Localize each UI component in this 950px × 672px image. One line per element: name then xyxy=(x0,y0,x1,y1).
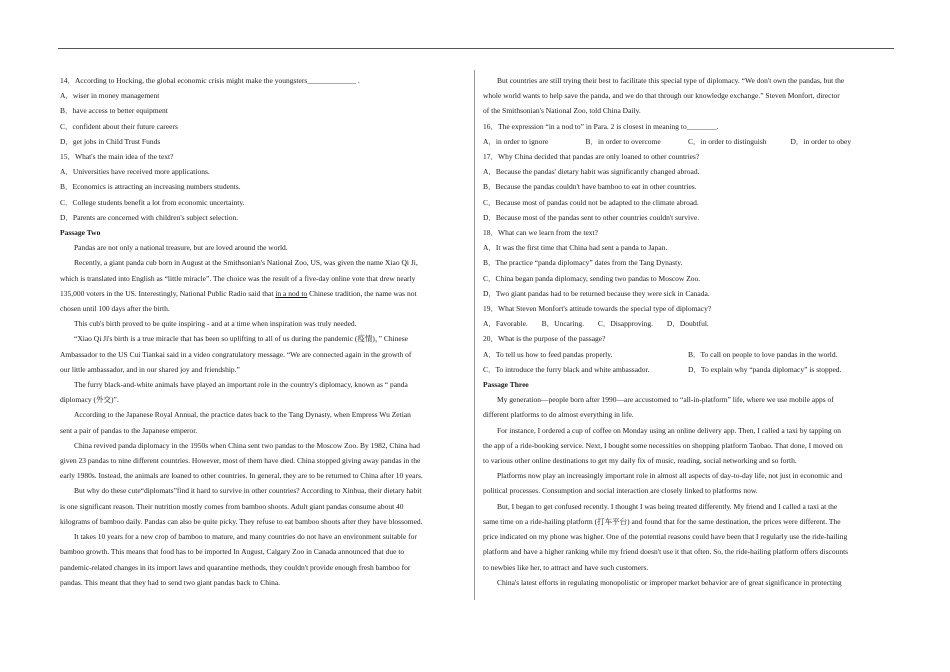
right-column xyxy=(483,73,893,590)
p2-para-2-line-3-b: Chinese tradition, the name was not xyxy=(307,288,417,298)
p2-para-1: Pandas are not only a national treasure, but are loved around the world. xyxy=(74,243,288,253)
p2-para-7-line-3: early 1980s. Instead, the animals are loaned to other countries. In general, they are to be returned to China after 10 years. xyxy=(60,471,423,481)
q15-option-a: A．Universities have received more applications. xyxy=(60,167,210,177)
q16-option-c: C．in order to distinguish xyxy=(688,136,767,146)
p2-para-2-line-3 xyxy=(60,286,468,301)
p3-para-2-line-1: For instance, I ordered a cup of coffee on Monday using an online delivery app. Then, I called a taxi by tapping on xyxy=(497,425,841,435)
p2-para-6-line-2: sent a pair of pandas to the Japanese emperor. xyxy=(60,425,198,435)
p3-para-4-line-3: price indicated on my phone was higher. One of the potential reasons could have been that I regularly use the ride-hailing xyxy=(483,532,848,542)
q18-option-b: B．The practice “panda diplomacy” dates from the Tang Dynasty. xyxy=(483,258,683,268)
p2-para-3: This cub's birth proved to be quite inspiring - and at a time when inspiration was truly needed. xyxy=(74,319,357,329)
q19-options xyxy=(483,316,893,331)
p3-para-4-line-2: same time on a ride-hailing platform (打车平台) and found that for the same destination, the prices were different. The xyxy=(483,516,841,526)
p2-para-9-line-3: pandemic-related changes in its import laws and quarantine methods, they couldn't provide enough fresh bamboo for xyxy=(60,562,411,572)
p2-para-2-line-3-a: 135,000 voters in the US. Interestingly, National Public Radio said that xyxy=(60,288,276,298)
p2-para-10-line-2: whole world wants to help save the panda, and we do that through our knowledge exchange.” Steven Monfort, director xyxy=(483,91,840,101)
q14-option-a: A．wiser in money management xyxy=(60,91,160,101)
q19-stem: 19．What Steven Monfort's attitude towards the special type of diplomacy? xyxy=(483,304,712,314)
q15-stem: 15．What's the main idea of the text? xyxy=(60,152,174,162)
p2-para-4-line-1: “Xiao Qi Ji's birth is a true miracle that has been so uplifting to all of us during the pandemic (疫情)，” Chinese xyxy=(74,334,408,344)
q20-option-b: B．To call on people to love pandas in the world. xyxy=(688,349,838,359)
q20-stem: 20．What is the purpose of the passage? xyxy=(483,334,606,344)
q16-option-b: B．in order to overcome xyxy=(585,136,661,146)
p3-para-4-line-4: platform and have a higher ranking while my friend doesn't use it that often. So, the ride-hailing platform offers discounts xyxy=(483,547,849,557)
q16-option-a: A．in order to ignore xyxy=(483,136,549,146)
passage-three-heading: Passage Three xyxy=(483,380,529,390)
passage-two-heading: Passage Two xyxy=(60,228,101,238)
q17-option-d: D．Because most of the pandas sent to other countries couldn't survive. xyxy=(483,212,700,222)
p2-para-5-line-1: The furry black-and-white animals have played an important role in the country's diplomacy, known as “ panda xyxy=(74,380,408,390)
p3-para-4-line-5: to newbies like her, to attract and have such customers. xyxy=(483,562,649,572)
q15-option-c: C．College students benefit a lot from economic uncertainty. xyxy=(60,197,245,207)
p3-para-2-line-2: the app of a ride-booking service. Next, I bought some necessities on shopping platform Taobao. That done, I moved on xyxy=(483,440,843,450)
column-divider xyxy=(474,70,475,600)
p3-para-3-line-1: Platforms now play an increasingly important role in almost all aspects of day-to-day life, not just in economic and xyxy=(497,471,843,481)
p2-para-2-line-4: chosen until 100 days after the birth. xyxy=(60,304,170,314)
p3-para-5-line-1: China's latest efforts in regulating monopolistic or improper market behavior are of great significance in protecting xyxy=(497,577,842,587)
p2-para-8-line-2: is one significant reason. Their nutrition mostly comes from bamboo shoots. Adult giant pandas consume about 40 xyxy=(60,501,404,511)
q19-option-b: B．Uncaring. xyxy=(541,319,584,329)
q14-stem: 14．According to Hocking, the global economic crisis might make the youngsters_____________ . xyxy=(60,76,360,85)
q20-option-a: A．To tell us how to feed pandas properly. xyxy=(483,349,613,359)
p2-para-7-line-2: given 23 pandas to nine different countries. However, most of them have died. China stopped giving away pandas in the xyxy=(60,456,421,466)
header-rule xyxy=(58,48,894,49)
p2-para-6-line-1: According to the Japanese Royal Annual, the practice dates back to the Tang Dynasty, when Empress Wu Zetian xyxy=(74,410,411,420)
p3-para-4-line-1: But, I began to get confused recently. I thought I was being treated differently. My friend and I called a taxi at the xyxy=(497,501,838,511)
q18-stem: 18．What can we learn from the text? xyxy=(483,228,598,238)
p3-para-2-line-3: to various other online destinations to get my daily fix of music, reading, social networking and so forth. xyxy=(483,456,797,466)
q15-option-d: D．Parents are concerned with children's subject selection. xyxy=(60,212,239,222)
q20-options-row-2 xyxy=(483,362,893,377)
p2-para-8-line-3: kilograms of bamboo daily. Pandas can also be quite picky. They refuse to eat bamboo shoots after they have blossomed. xyxy=(60,516,423,526)
q17-option-c: C．Because most of pandas could not be adapted to the climate abroad. xyxy=(483,197,699,207)
left-column xyxy=(60,73,468,590)
q19-option-c: C．Disapproving. xyxy=(597,319,654,329)
p3-para-1-line-1: My generation—people born after 1990—are accustomed to “all-in-platform” life, where we use mobile apps of xyxy=(497,395,834,405)
q14-option-c: C．confident about their future careers xyxy=(60,121,178,131)
q20-options-row-1 xyxy=(483,347,893,362)
underlined-phrase: in a nod to xyxy=(275,288,308,298)
p3-para-1-line-2: different platforms to do almost everything in life. xyxy=(483,410,634,420)
p2-para-7-line-1: China revived panda diplomacy in the 1950s when China sent two pandas to the Moscow Zoo. By 1982, China had xyxy=(74,440,420,450)
p2-para-5-line-2: diplomacy (外交)”. xyxy=(60,395,119,405)
p2-para-2-line-2: which is translated into English as “little miracle”. The choice was the result of a five-day online vote that drew nearly xyxy=(60,273,416,283)
q16-options xyxy=(483,134,893,149)
q18-option-a: A．It was the first time that China had sent a panda to Japan. xyxy=(483,243,668,253)
p2-para-10-line-1: But countries are still trying their best to facilitate this special type of diplomacy. “We don't own the pandas, but the xyxy=(497,76,845,85)
q16-stem: 16．The expression “in a nod to” in Para. 2 is closest in meaning to________. xyxy=(483,121,719,131)
q19-option-a: A．Favorable. xyxy=(483,319,528,329)
q14-option-d: D．get jobs in Child Trust Funds xyxy=(60,136,161,146)
q20-option-d: D．To explain why “panda diplomacy” is stopped. xyxy=(688,364,842,374)
p2-para-10-line-3: of the Smithsonian's National Zoo, told China Daily. xyxy=(483,106,641,116)
q18-option-c: C．China began panda diplomacy, sending two pandas to Moscow Zoo. xyxy=(483,273,701,283)
q19-option-d: D．Doubtful. xyxy=(666,319,709,329)
q17-stem: 17．Why China decided that pandas are only loaned to other countries? xyxy=(483,152,700,162)
q18-option-d: D．Two giant pandas had to be returned because they were sick in Canada. xyxy=(483,288,710,298)
p2-para-8-line-1: But why do these cute“diplomats”find it hard to survive in other countries? According to Xinhua, their dietary habit xyxy=(74,486,422,496)
q16-option-d: D．in order to obey xyxy=(790,136,852,146)
q20-option-c: C．To introduce the furry black and white ambassador. xyxy=(483,364,650,374)
p2-para-4-line-2: Ambassador to the US Cui Tiankai said in a video congratulatory message. “We are connected again in the growth of xyxy=(60,349,412,359)
q14-option-b: B．have access to better equipment xyxy=(60,106,168,116)
p3-para-3-line-2: political processes. Consumption and social interaction are closely linked to platforms now. xyxy=(483,486,758,496)
p2-para-2-line-1: Recently, a giant panda cub born in August at the Smithsonian's National Zoo, US, was given the name Xiao Qi Ji, xyxy=(74,258,418,268)
p2-para-9-line-4: pandas. This meant that they had to send two giant pandas back to China. xyxy=(60,577,281,587)
q15-option-b: B．Economics is attracting an increasing numbers students. xyxy=(60,182,241,192)
p2-para-9-line-2: bamboo growth. This means that food has to be imported In August, Calgary Zoo in Canada announced that due to xyxy=(60,547,405,557)
p2-para-4-line-3: our little ambassador, and in our shared joy and friendship.” xyxy=(60,364,240,374)
q17-option-b: B．Because the pandas couldn't have bamboo to eat in other countries. xyxy=(483,182,697,192)
q17-option-a: A．Because the pandas' dietary habit was significantly changed abroad. xyxy=(483,167,700,177)
p2-para-9-line-1: It takes 10 years for a new crop of bamboo to mature, and many countries do not have an environment suitable for xyxy=(74,532,417,542)
